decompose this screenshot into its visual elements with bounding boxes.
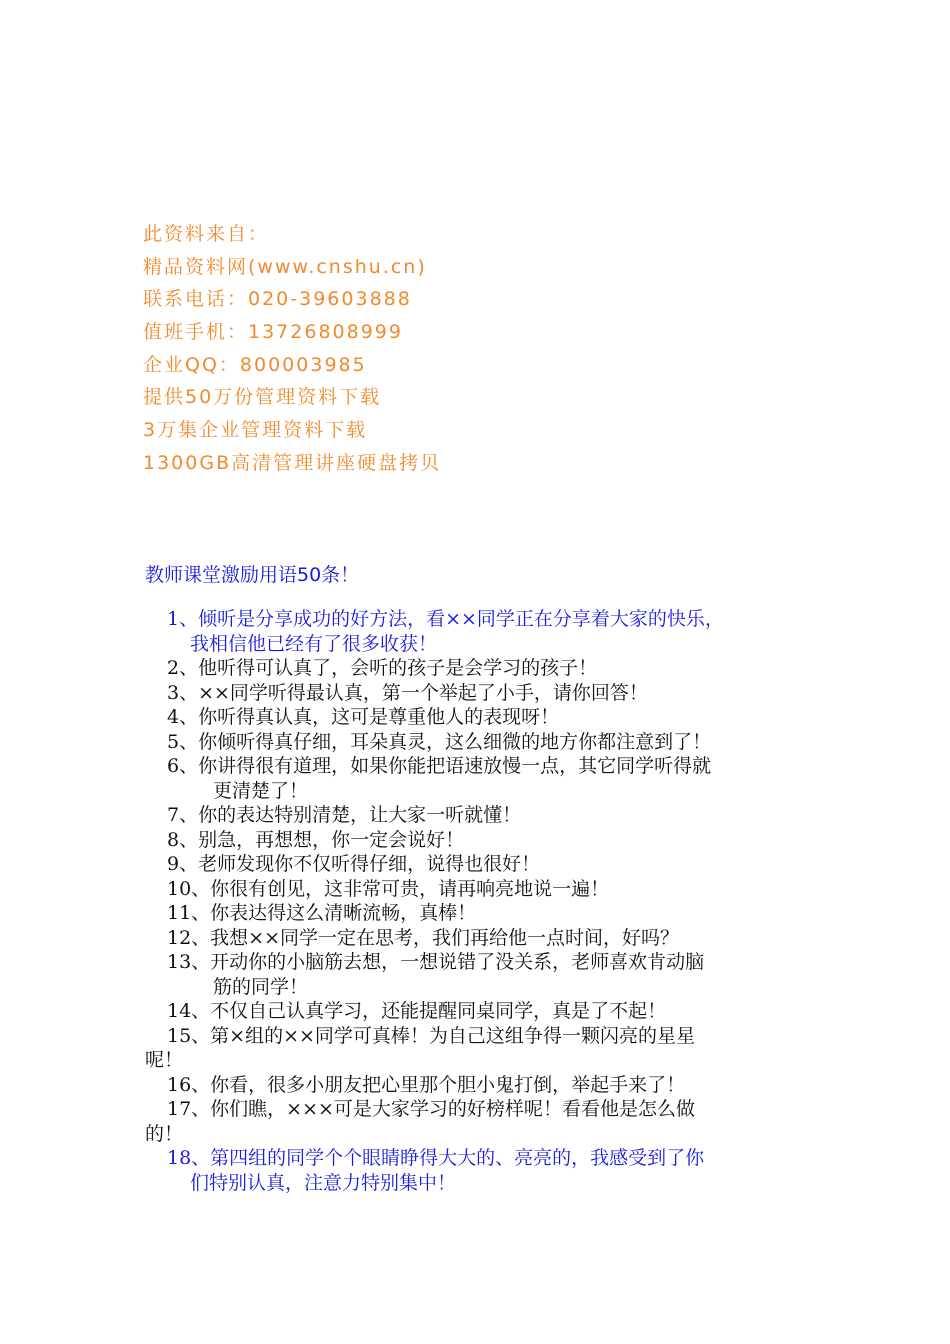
phrase-text: 6、你讲得很有道理，如果你能把语速放慢一点，其它同学听得就 xyxy=(167,755,712,777)
phrase-text: 8、别急，再想想，你一定会说好！ xyxy=(167,828,465,851)
phrase-text: 3、××同学听得最认真，第一个举起了小手，请你回答！ xyxy=(167,681,648,704)
phrase-text: 2、他听得可认真了，会听的孩子是会学习的孩子！ xyxy=(167,657,598,679)
phrase-text: 1、倾听是分享成功的好方法，看××同学正在分享着大家的快乐， xyxy=(167,608,724,630)
phrase-item xyxy=(145,877,835,902)
phrase-item xyxy=(145,656,835,681)
phrase-item xyxy=(145,1073,835,1098)
phrase-item xyxy=(145,828,835,853)
phrase-text: 17、你们瞧，×××可是大家学习的好榜样呢！看看他是怎么做 xyxy=(167,1098,695,1120)
phrase-list xyxy=(145,607,835,1195)
phrase-item xyxy=(145,705,835,730)
phrase-item xyxy=(145,607,835,656)
phrase-text: 11、你表达得这么清晰流畅，真棒！ xyxy=(167,902,477,924)
phrase-continuation: 筋的同学！ xyxy=(213,975,309,998)
phrase-item xyxy=(145,950,835,999)
source-line-qq: 企业QQ：800003985 xyxy=(143,353,367,376)
source-line-intro: 此资料来自： xyxy=(143,223,270,245)
source-info-block xyxy=(143,218,441,480)
source-line-mobile: 值班手机：13726808999 xyxy=(143,321,403,344)
phrase-item xyxy=(145,999,835,1024)
phrase-item xyxy=(145,901,835,926)
source-line-website: 精品资料网(www.cnshu.cn) xyxy=(143,255,427,278)
phrase-item xyxy=(145,754,835,803)
source-line-offer-2: 3万集企业管理资料下载 xyxy=(143,419,368,442)
phrase-text: 9、老师发现你不仅听得仔细，说得也很好！ xyxy=(167,853,541,875)
phrase-continuation: 的！ xyxy=(145,1122,184,1145)
phrase-text: 7、你的表达特别清楚，让大家一听就懂！ xyxy=(167,804,522,826)
document-title: 教师课堂激励用语50条！ xyxy=(145,564,360,586)
phrase-item xyxy=(145,852,835,877)
phrase-continuation: 呢！ xyxy=(145,1049,184,1071)
phrase-item xyxy=(145,1146,835,1195)
phrase-text: 4、你听得真认真，这可是尊重他人的表现呀！ xyxy=(167,706,560,728)
phrase-continuation: 们特别认真，注意力特别集中！ xyxy=(190,1171,457,1194)
phrase-item xyxy=(145,681,835,706)
phrase-text: 16、你看，很多小朋友把心里那个胆小鬼打倒，举起手来了！ xyxy=(167,1073,686,1096)
phrase-text: 5、你倾听得真仔细，耳朵真灵，这么细微的地方你都注意到了！ xyxy=(167,730,712,753)
phrase-text: 18、第四组的同学个个眼睛睁得大大的、亮亮的，我感受到了你 xyxy=(167,1147,705,1169)
phrase-text: 15、第×组的××同学可真棒！为自己这组争得一颗闪亮的星星 xyxy=(167,1024,695,1047)
phrase-item xyxy=(145,1024,835,1073)
phrase-continuation: 我相信他已经有了很多收获！ xyxy=(190,632,438,655)
source-line-offer-1: 提供50万份管理资料下载 xyxy=(143,386,382,409)
source-line-offer-3: 1300GB高清管理讲座硬盘拷贝 xyxy=(143,451,442,474)
phrase-item xyxy=(145,730,835,755)
phrase-text: 10、你很有创见，这非常可贵，请再响亮地说一遍！ xyxy=(167,877,610,900)
phrase-text: 13、开动你的小脑筋去想，一想说错了没关系，老师喜欢肯动脑 xyxy=(167,951,705,973)
phrase-item xyxy=(145,926,835,951)
phrase-continuation: 更清楚了！ xyxy=(213,779,309,802)
phrase-text: 14、不仅自己认真学习，还能提醒同桌同学，真是了不起！ xyxy=(167,1000,667,1022)
phrase-item xyxy=(145,803,835,828)
source-line-phone: 联系电话：020-39603888 xyxy=(143,288,412,311)
phrase-text: 12、我想××同学一定在思考，我们再给他一点时间，好吗？ xyxy=(167,926,680,949)
phrase-item xyxy=(145,1097,835,1146)
